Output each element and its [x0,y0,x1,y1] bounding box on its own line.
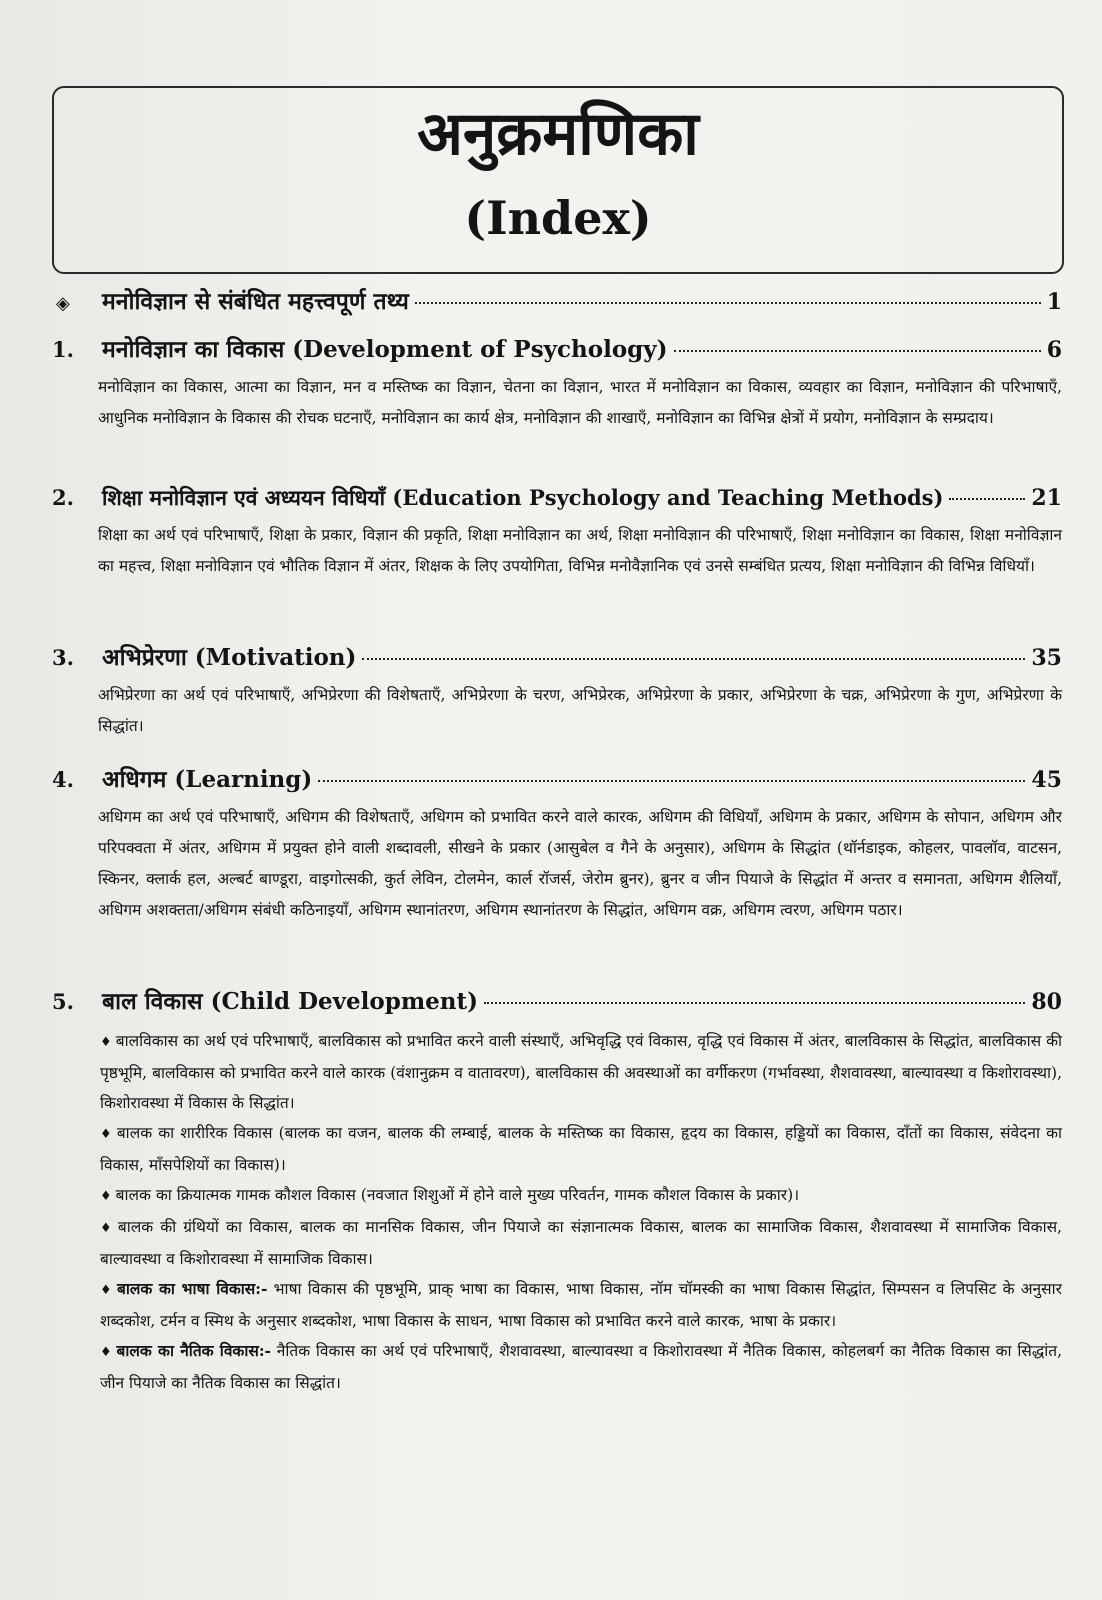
bullet-icon: ♦ [100,1221,114,1236]
bullet-icon: ♦ [100,1345,113,1360]
entry-number: 4. [52,767,74,792]
index-entry-5 [52,984,1062,1398]
entry-page-number: 80 [1031,989,1062,1015]
entry-description: शिक्षा का अर्थ एवं परिभाषाएँ, शिक्षा के प्रकार, विज्ञान की प्रकृति, शिक्षा मनोविज्ञान का अर्थ, शिक्षा मनोविज्ञान की परिभाषाएँ, शिक्षा मनोविज्ञान का विकास, शिक्षा मनोविज्ञान का महत्त्व, शिक्षा मनोविज्ञान एवं भौतिक विज्ञान में अंतर, शिक्षक के लिए उपयोगिता, विभिन्न मनोवैज्ञानिक एवं उनसे सम्बंधित प्रत्यय, शिक्षा मनोविज्ञान की विभिन्न विधियाँ। [98,526,1062,575]
leader-dots [362,658,1025,660]
sub-bullet: ♦ बालक की ग्रंथियों का विकास, बालक का मानसिक विकास, जीन पियाजे का संज्ञानात्मक विकास, बालक का सामाजिक विकास, शैशवावस्था में सामाजिक विकास, बाल्यावस्था व किशोरावस्था में सामाजिक विकास। [100,1218,1062,1268]
index-entry-3 [52,640,1062,742]
entry-number: 1. [52,337,74,362]
entry-title: अभिप्रेरणा (Motivation) [102,644,357,671]
bullet-icon: ♦ [100,1189,112,1204]
entry-title: शिक्षा मनोविज्ञान एवं अध्ययन विधियाँ (Education Psychology and Teaching Methods) [102,485,944,510]
leader-dots [949,498,1025,500]
title-box [52,86,1064,274]
leader-dots [318,780,1025,782]
sub-bullet: ♦ बालविकास का अर्थ एवं परिभाषाएँ, बालविकास को प्रभावित करने वाली संस्थाएँ, अभिवृद्धि एवं विकास, वृद्धि एवं विकास में अंतर, बालविकास के सिद्धांत, बालविकास की पृष्ठभूमि, बालविकास को प्रभावित करने वाले कारक (वंशानुक्रम व वातावरण), बालविकास की अवस्थाओं का वर्गीकरण (गर्भावस्था, शैशवावस्था, बाल्यावस्था व किशोरावस्था), किशोरावस्था में विकास के सिद्धांत। [100,1032,1063,1112]
entry-title: मनोविज्ञान का विकास (Development of Psychology) [102,336,668,363]
sub-bullet: ♦ बालक का क्रियात्मक गामक कौशल विकास (नवजात शिशुओं में होने वाले मुख्य परिवर्तन, गामक कौशल विकास के प्रकार)। [100,1186,800,1204]
diamond-bullet-icon: ◈ [56,293,70,314]
index-entry-facts [52,284,1062,316]
leader-dots [415,302,1041,304]
index-entry-1 [52,332,1062,434]
entry-title: बाल विकास (Child Development) [102,988,479,1015]
bullet-icon: ♦ [100,1035,112,1050]
bullet-icon: ♦ [100,1127,113,1142]
index-entry-4 [52,762,1062,926]
leader-dots [484,1002,1025,1004]
entry-page-number: 6 [1046,337,1062,363]
entry-description: अभिप्रेरणा का अर्थ एवं परिभाषाएँ, अभिप्रेरणा की विशेषताएँ, अभिप्रेरणा के चरण, अभिप्रेरक, अभिप्रेरणा के प्रकार, अभिप्रेरणा के चक्र, अभिप्रेरणा के गुण, अभिप्रेरणा के सिद्धांत। [98,686,1062,735]
page-title-hindi: अनुक्रमणिका [417,99,699,169]
sub-bullet: ♦ बालक का शारीरिक विकास (बालक का वजन, बालक की लम्बाई, बालक के मस्तिष्क का विकास, हृदय का विकास, हड्डियों का विकास, दाँतों का विकास, संवेदना का विकास, माँसपेशियों का विकास)। [100,1124,1062,1174]
entry-page-number: 1 [1046,289,1062,315]
entry-title: अधिगम (Learning) [102,766,313,793]
entry-description: अधिगम का अर्थ एवं परिभाषाएँ, अधिगम की विशेषताएँ, अधिगम को प्रभावित करने वाले कारक, अधिगम की विधियाँ, अधिगम के प्रकार, अधिगम के सोपान, अधिगम और परिपक्वता में अंतर, अधिगम में प्रयुक्त होने वाली शब्दावली, सीखने के प्रकार (आसुबेल व गैने के अनुसार), अधिगम के सिद्धांत (थॉर्नडाइक, कोहलर, पावलॉव, वाटसन, स्किनर, क्लार्क हल, अल्बर्ट बाण्डूरा, वाइगोत्सकी, कुर्त लेविन, टोलमेन, कार्ल रॉजर्स, जेरोम ब्रुनर), ब्रुनर व जीन पियाजे के सिद्धांत में अन्तर व समानता, अधिगम शैलियाँ, अधिगम अशक्तता/अधिगम संबंधी कठिनाइयाँ, अधिगम स्थानांतरण, अधिगम स्थानांतरण के सिद्धांत, अधिगम वक्र, अधिगम त्वरण, अधिगम पठार। [98,808,1062,919]
entry-title: मनोविज्ञान से संबंधित महत्त्वपूर्ण तथ्य [102,288,409,315]
entry-description: मनोविज्ञान का विकास, आत्मा का विज्ञान, मन व मस्तिष्क का विज्ञान, चेतना का विज्ञान, भारत में मनोविज्ञान का विकास, व्यवहार का विज्ञान, मनोविज्ञान की परिभाषाएँ, आधुनिक मनोविज्ञान के विकास की रोचक घटनाएँ, मनोविज्ञान का कार्य क्षेत्र, मनोविज्ञान की शाखाएँ, मनोविज्ञान का विभिन्न क्षेत्रों में प्रयोग, मनोविज्ञान के सम्प्रदाय। [98,378,1062,427]
entry-number: 2. [52,485,74,510]
entry-number: 3. [52,645,74,670]
page-title-english: (Index) [464,191,652,245]
sub-bullet: ♦ बालक का नैतिक विकास:- नैतिक विकास का अर्थ एवं परिभाषाएँ, शैशवावस्था, बाल्यावस्था व किशोरावस्था में नैतिक विकास, कोहलबर्ग का नैतिक विकास का सिद्धांत, जीन पियाजे का नैतिक विकास का सिद्धांत। [100,1341,1063,1392]
leader-dots [674,350,1041,352]
entry-number: 5. [52,989,74,1014]
sub-bullet: ♦ बालक का भाषा विकास:- भाषा विकास की पृष्ठभूमि, प्राक् भाषा का विकास, भाषा विकास, नॉम चॉमस्की का भाषा विकास सिद्धांत, सिम्पसन व लिपसिट के अनुसार शब्दकोश, टर्मन व स्मिथ के अनुसार शब्दकोश, भाषा विकास के साधन, भाषा विकास को प्रभावित करने वाले कारक, भाषा के प्रकार। [100,1279,1062,1330]
entry-page-number: 35 [1031,645,1062,671]
entry-page-number: 21 [1031,485,1062,511]
bullet-icon: ♦ [100,1283,113,1298]
index-entry-2 [52,484,1062,582]
entry-page-number: 45 [1031,767,1062,793]
